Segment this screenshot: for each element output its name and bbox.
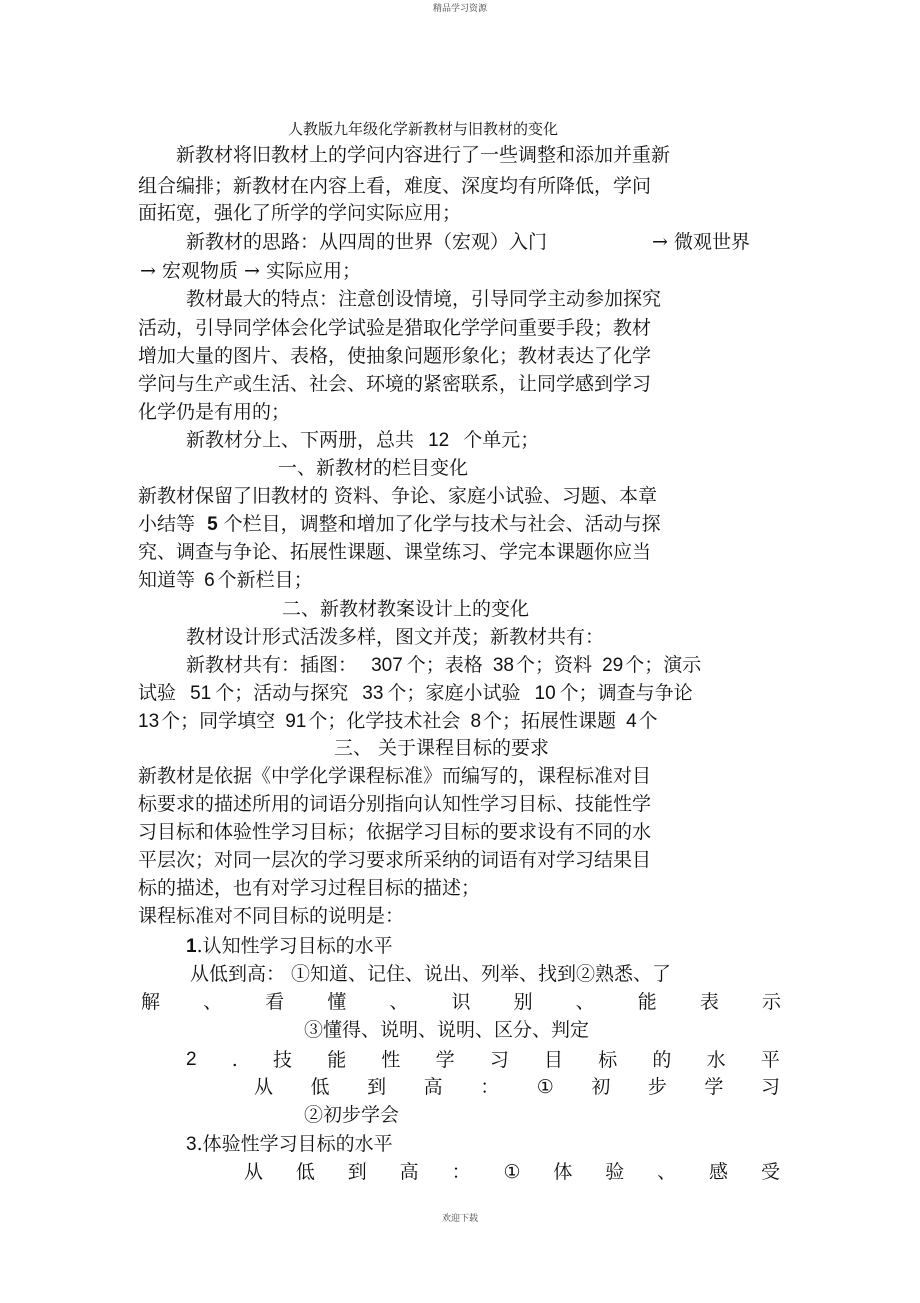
spread-char: 性 <box>381 1049 401 1071</box>
stat-unit: 个； <box>515 654 554 676</box>
feature-line-2: 活动，引导同学体会化学试验是猎取化学学问重要手段；教材 <box>138 317 652 339</box>
intro-line-3: 面拓宽，强化了所学的学问实际应用； <box>138 202 462 224</box>
section3-body-line: 标的描述，也有对学习过程目标的描述； <box>138 877 481 899</box>
stat-unit: 个； <box>308 710 347 732</box>
section1-line-2-prefix: 小结等 <box>138 513 196 535</box>
section1-line-3: 究、调查与争论、拓展性课题、课堂练习、学完本课题你应当 <box>138 541 652 563</box>
item2-title <box>186 1048 780 1072</box>
volumes-suffix: 个单元； <box>463 429 540 451</box>
spread-char: 从 <box>254 1076 274 1098</box>
spread-char: 表 <box>699 991 719 1013</box>
spread-char: 习 <box>760 1076 780 1098</box>
spread-char: 习 <box>489 1049 509 1071</box>
section1-line-4 <box>138 568 313 593</box>
section1-heading: 一、新教材的栏目变化 <box>278 457 469 479</box>
spread-char: 、 <box>575 991 595 1013</box>
idea-line-2: → 宏观物质 → 实际应用； <box>140 260 361 282</box>
spread-char: 别 <box>513 991 533 1013</box>
volumes-line <box>186 428 539 453</box>
section3-body-line: 课程标准对不同目标的说明是： <box>138 905 405 927</box>
spread-char: 验 <box>605 1161 625 1183</box>
spread-char: 低 <box>310 1076 330 1098</box>
stat-value: 10 <box>534 683 556 704</box>
spread-char: 感 <box>709 1161 729 1183</box>
stat-value: 8 <box>470 711 482 732</box>
feature-line-3: 增加大量的图片、表格，使抽象问题形象化；教材表达了化学 <box>138 345 652 367</box>
spread-char: 目 <box>544 1049 564 1071</box>
spread-char: ： <box>451 1161 471 1183</box>
stat-value: 38 <box>492 655 514 676</box>
section3-body-line: 新教材是依据《中学化学课程标准》而编写的，课程标准对目 <box>138 765 652 787</box>
item2-number: 2 <box>186 1049 197 1070</box>
stat-value: 91 <box>285 711 307 732</box>
section1-line-1: 新教材保留了旧教材的 资料、争论、家庭小试验、习题、本章 <box>138 485 658 507</box>
spread-char: 看 <box>265 991 285 1013</box>
spread-char: 高 <box>423 1076 443 1098</box>
item3-number: 3 <box>186 1134 197 1155</box>
stat-label: 同学填空 <box>199 710 276 732</box>
page-footer: 欢迎下载 <box>441 1214 478 1224</box>
section1-line-2-suffix: 个栏目，调整和增加了化学与技术与社会、活动与探 <box>223 513 661 535</box>
section2-heading: 二、新教材教案设计上的变化 <box>282 598 530 620</box>
intro-line-1: 新教材将旧教材上的学问内容进行了一些调整和添加并重新 <box>176 144 671 166</box>
spread-char: ① <box>536 1076 554 1098</box>
spread-char: 、 <box>657 1161 677 1183</box>
spread-char: 能 <box>327 1049 347 1071</box>
feature-line-5: 化学仍是有用的； <box>138 401 291 423</box>
stat-unit: 个； <box>406 654 445 676</box>
page-header: 精品学习资源 <box>432 4 487 14</box>
section1-old-columns-count: 5 <box>207 514 218 535</box>
stats-line-3 <box>138 709 658 734</box>
spread-char: ① <box>503 1161 521 1183</box>
spread-char: 示 <box>761 991 781 1013</box>
item1-title <box>186 934 393 959</box>
stats-line-1 <box>186 653 701 678</box>
stat-label: 新教材共有：插图： <box>186 654 358 676</box>
spread-char: 体 <box>553 1161 573 1183</box>
stat-value: 33 <box>362 683 384 704</box>
item1-number: 1 <box>186 936 197 957</box>
spread-char: ： <box>480 1076 500 1098</box>
item3-title <box>186 1132 393 1157</box>
stat-label: 表格 <box>444 654 483 676</box>
spread-char: 到 <box>367 1076 387 1098</box>
idea-arrow-micro: → 微观世界 <box>652 231 750 253</box>
spread-char: 到 <box>347 1161 367 1183</box>
intro-line-2: 组合编排；新教材在内容上看，难度、深度均有所降低，学问 <box>138 175 652 197</box>
item2-spread-line <box>254 1075 780 1099</box>
item3-spread-line <box>244 1160 780 1184</box>
section1-line-2 <box>138 512 661 537</box>
item3-title-text: .体验性学习目标的水平 <box>196 1133 393 1155</box>
stat-value: 29 <box>602 655 624 676</box>
spread-char: 从 <box>244 1161 264 1183</box>
stat-label: 资料 <box>554 654 593 676</box>
section1-line-4-prefix: 知道等 <box>138 569 196 591</box>
item1-line-3: ③懂得、说明、说明、区分、判定 <box>304 1019 590 1041</box>
spread-char: 初 <box>591 1076 611 1098</box>
document-title: 人教版九年级化学新教材与旧教材的变化 <box>288 120 559 138</box>
spread-char: 学 <box>704 1076 724 1098</box>
stat-unit: 个； <box>215 682 254 704</box>
spread-char: 高 <box>399 1161 419 1183</box>
stat-unit: 个；调查与争论 <box>559 682 693 704</box>
spread-char: 平 <box>760 1049 780 1071</box>
spread-char: 识 <box>451 991 471 1013</box>
stat-label: 活动与探究 <box>253 682 349 704</box>
stats-line-2 <box>138 681 693 706</box>
stat-label: 化学技术社会 <box>346 710 461 732</box>
spread-char: 懂 <box>327 991 347 1013</box>
spread-char: 能 <box>637 991 657 1013</box>
volumes-prefix: 新教材分上、下两册，总共 <box>186 429 415 451</box>
spread-char: 学 <box>435 1049 455 1071</box>
spread-char: 技 <box>273 1049 293 1071</box>
spread-char: 的 <box>652 1049 672 1071</box>
stat-value: 307 <box>371 655 403 676</box>
stat-label: 试验 <box>138 682 177 704</box>
feature-line-1: 教材最大的特点：注意创设情境，引导同学主动参加探究 <box>186 288 662 310</box>
item1-line-1: 从低到高： ①知道、记住、说出、列举、找到②熟悉、了 <box>190 963 672 985</box>
spread-char: 水 <box>706 1049 726 1071</box>
stat-value: 4 <box>626 711 637 732</box>
spread-char: 步 <box>647 1076 667 1098</box>
stat-label: 家庭小试验 <box>425 682 521 704</box>
spread-char: 受 <box>760 1161 780 1183</box>
stat-value: 13 <box>138 711 160 732</box>
idea-line-1: 新教材的思路：从四周的世界（宏观）入门 <box>186 231 548 253</box>
stat-value: 51 <box>190 683 212 704</box>
section3-body-line: 习目标和体验性学习目标；依据学习目标的要求设有不同的水 <box>138 821 652 843</box>
spread-char: 解 <box>141 991 161 1013</box>
feature-line-4: 学问与生产或生活、社会、环境的紧密联系，让同学感到学习 <box>138 373 652 395</box>
section3-heading: 三、 关于课程目标的要求 <box>334 737 550 759</box>
spread-char: 、 <box>389 991 409 1013</box>
section2-line-1: 教材设计形式活泼多样，图文并茂；新教材共有： <box>186 626 605 648</box>
stat-unit: 个； <box>483 710 522 732</box>
stat-unit: 个； <box>387 682 426 704</box>
item1-title-text: .认知性学习目标的水平 <box>196 935 393 957</box>
volumes-count: 12 <box>428 430 450 451</box>
section1-new-columns-count: 6 <box>204 570 215 591</box>
spread-char: 、 <box>203 991 223 1013</box>
stat-unit: 个；演示 <box>625 654 702 676</box>
stat-label: 拓展性课题 <box>521 710 617 732</box>
spread-char: . <box>231 1049 238 1071</box>
stat-unit: 个 <box>638 710 658 732</box>
stat-unit: 个； <box>161 710 200 732</box>
spread-char: 低 <box>295 1161 315 1183</box>
spread-char: 标 <box>598 1049 618 1071</box>
section1-line-4-suffix: 个新栏目； <box>217 569 313 591</box>
item2-line-3: ②初步学会 <box>304 1104 400 1126</box>
section3-body-line: 平层次；对同一层次的学习要求所采纳的词语有对学习结果目 <box>138 849 652 871</box>
item1-spread-line <box>141 990 781 1014</box>
section3-body-line: 标要求的描述所用的词语分别指向认知性学习目标、技能性学 <box>138 793 652 815</box>
